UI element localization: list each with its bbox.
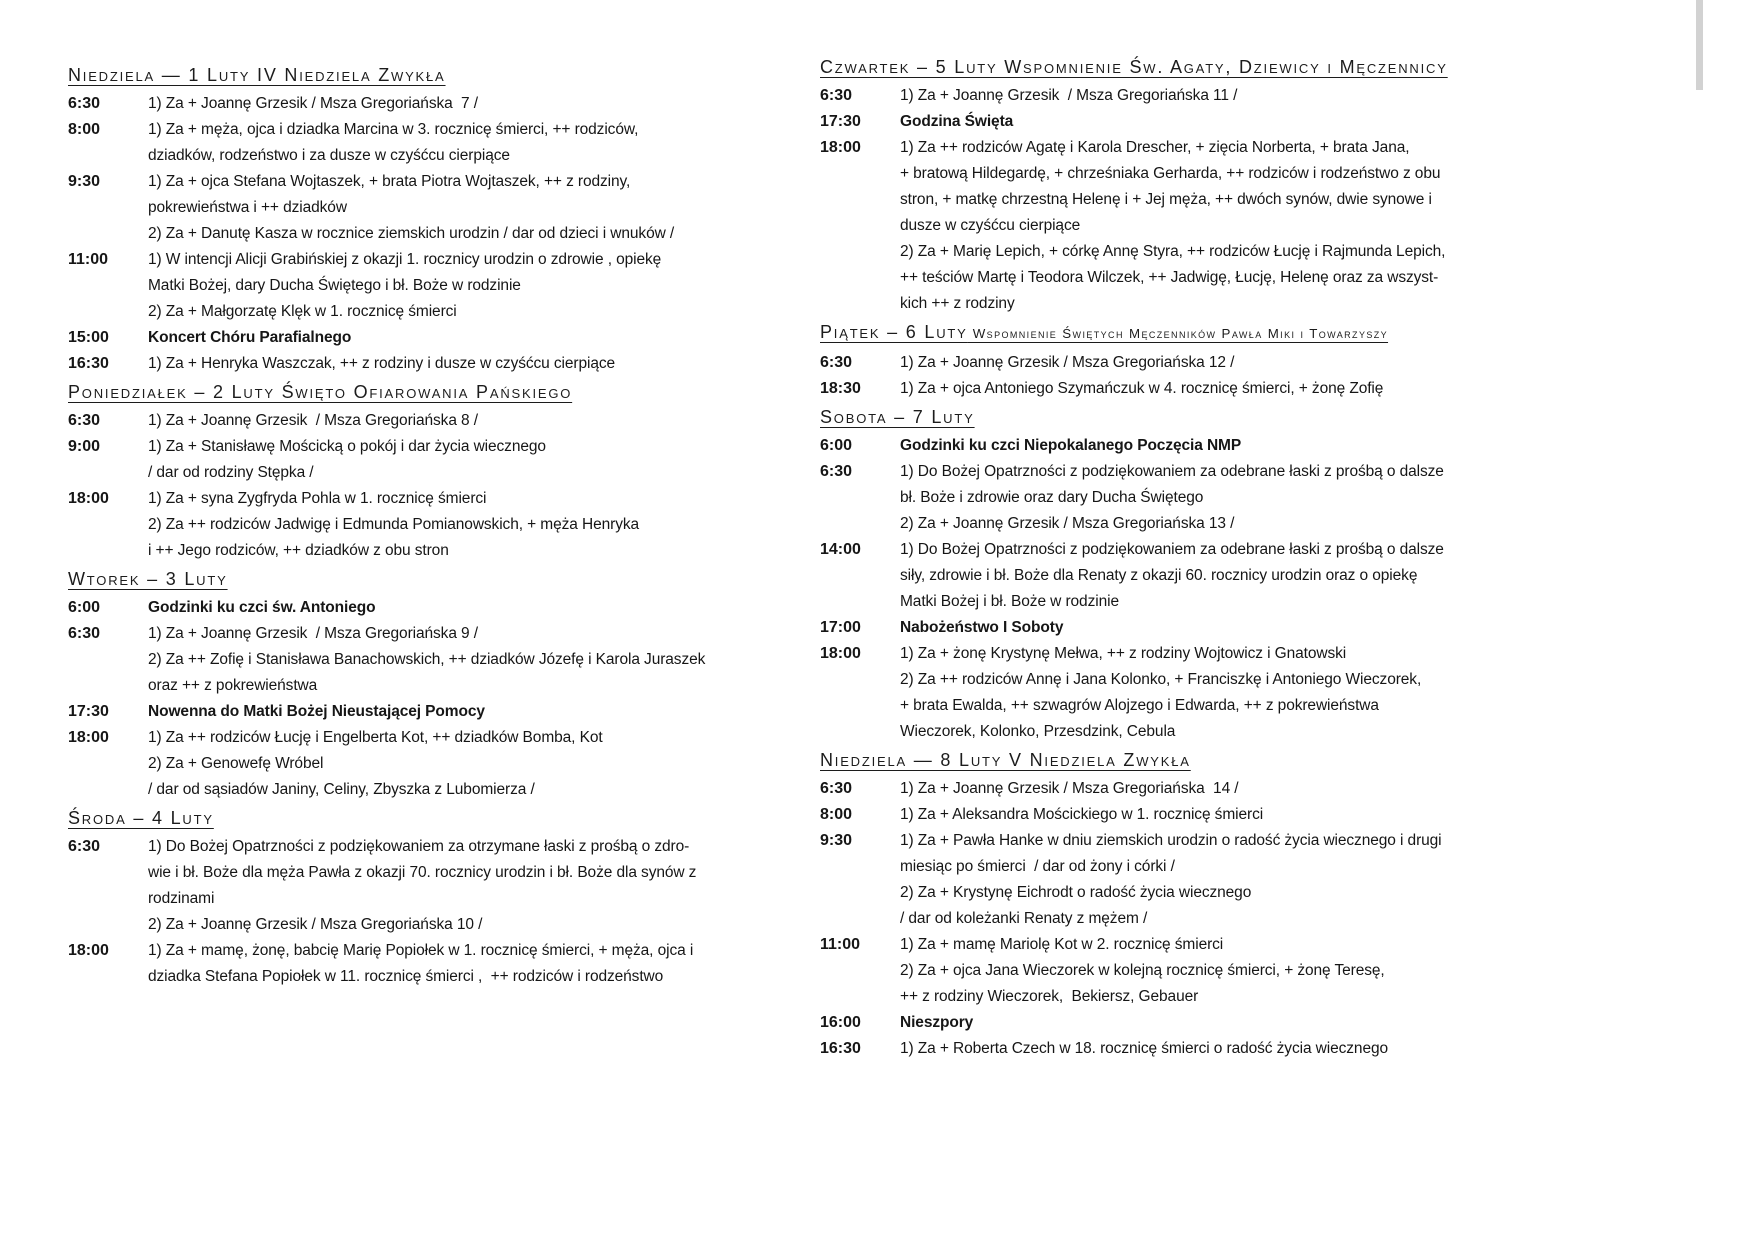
entry-event-title xyxy=(148,325,810,351)
entry-intentions xyxy=(148,408,810,434)
entry-intentions xyxy=(900,776,1550,802)
intention-line: Godzinki ku czci Niepokalanego Poczęcia NMP xyxy=(900,437,1242,454)
intention-line: 1) Za + męża, ojca i dziadka Marcina w 3. rocznicę śmierci, ++ rodziców, xyxy=(148,121,639,138)
scrollbar-thumb[interactable] xyxy=(1696,0,1703,90)
intention-line: ++ z rodziny Wieczorek, Bekiersz, Gebauer xyxy=(900,988,1199,1005)
entry-intentions xyxy=(900,1036,1550,1062)
intention-line: 1) Za + syna Zygfryda Pohla w 1. rocznicę śmierci xyxy=(148,490,487,507)
intention-line: 1) Za + ojca Antoniego Szymańczuk w 4. rocznicę śmierci, + żonę Zofię xyxy=(900,380,1384,397)
entry-time: 8:00 xyxy=(820,806,853,823)
entry-time: 6:00 xyxy=(68,599,101,616)
intention-line: 2) Za ++ Zofię i Stanisława Banachowskich, ++ dziadków Józefę i Karola Juraszek xyxy=(148,651,706,668)
entry-time: 6:30 xyxy=(820,87,853,104)
day-heading-main: Sobota – 7 Luty xyxy=(820,407,975,427)
intention-line: kich ++ z rodziny xyxy=(900,295,1015,312)
intention-line: 1) Za + Joannę Grzesik / Msza Gregoriańska 8 / xyxy=(148,412,478,429)
entry-time: 17:30 xyxy=(820,113,861,130)
intention-line: siły, zdrowie i bł. Boże dla Renaty z okazji 60. rocznicy urodzin oraz o opiekę xyxy=(900,567,1418,584)
entry-time: 6:30 xyxy=(68,95,101,112)
schedule-entry xyxy=(820,459,1550,537)
intention-line: 2) Za ++ rodziców Annę i Jana Kolonko, + Franciszkę i Antoniego Wieczorek, xyxy=(900,671,1422,688)
intention-line: 1) Za + Joannę Grzesik / Msza Gregoriańska 11 / xyxy=(900,87,1238,104)
intention-line: 1) Za ++ rodziców Agatę i Karola Drescher, + zięcia Norberta, + brata Jana, xyxy=(900,139,1410,156)
intention-line: bł. Boże i zdrowie oraz dary Ducha Świętego xyxy=(900,489,1204,506)
intention-line: / dar od sąsiadów Janiny, Celiny, Zbyszka z Lubomierza / xyxy=(148,781,535,798)
intention-line: Matki Bożej, dary Ducha Świętego i bł. Boże w rodzinie xyxy=(148,277,521,294)
entry-time: 15:00 xyxy=(68,329,109,346)
schedule-entry xyxy=(820,433,1550,459)
intention-line: 2) Za + Krystynę Eichrodt o radość życia wiecznego xyxy=(900,884,1252,901)
schedule-entry xyxy=(820,1036,1550,1062)
schedule-column-left xyxy=(68,60,810,990)
entry-intentions xyxy=(900,350,1550,376)
intention-line: stron, + matkę chrzestną Helenę i + Jej męża, ++ dwóch synów, dwie synowe i xyxy=(900,191,1432,208)
schedule-entry xyxy=(68,621,810,699)
intention-line: + bratową Hildegardę, + chrześniaka Gerharda, ++ rodziców i rodzeństwo z obu xyxy=(900,165,1441,182)
entry-time: 17:00 xyxy=(820,619,861,636)
intention-line: Nowenna do Matki Bożej Nieustającej Pomocy xyxy=(148,703,485,720)
schedule-entry xyxy=(820,802,1550,828)
schedule-entry xyxy=(820,376,1550,402)
entry-intentions xyxy=(148,247,810,325)
intention-line: 1) Za + Joannę Grzesik / Msza Gregoriańska 7 / xyxy=(148,95,478,112)
entry-intentions xyxy=(900,376,1550,402)
schedule-entry xyxy=(820,776,1550,802)
intention-line: pokrewieństwa i ++ dziadków xyxy=(148,199,347,216)
intention-line: 1) Za + Stanisławę Mościcką o pokój i dar życia wiecznego xyxy=(148,438,546,455)
entry-event-title xyxy=(900,433,1550,459)
entry-intentions xyxy=(148,434,810,486)
entry-intentions xyxy=(900,135,1550,317)
schedule-entry xyxy=(820,135,1550,317)
day-heading-main: Niedziela — 8 Luty V Niedziela Zwykła xyxy=(820,750,1191,770)
schedule-entry xyxy=(68,725,810,803)
schedule-entry xyxy=(820,537,1550,615)
entry-time: 6:30 xyxy=(820,780,853,797)
intention-line: Koncert Chóru Parafialnego xyxy=(148,329,352,346)
schedule-entry xyxy=(68,595,810,621)
intention-line: 2) Za + ojca Jana Wieczorek w kolejną rocznicę śmierci, + żonę Teresę, xyxy=(900,962,1385,979)
day-heading-niedziela-8-luty xyxy=(820,747,1550,773)
schedule-entry xyxy=(820,828,1550,932)
intention-line: 2) Za + Genowefę Wróbel xyxy=(148,755,324,772)
intention-line: 1) Do Bożej Opatrzności z podziękowaniem za odebrane łaski z prośbą o dalsze xyxy=(900,541,1444,558)
day-heading-sobota-7-luty xyxy=(820,404,1550,430)
entry-intentions xyxy=(900,537,1550,615)
intention-line: 2) Za + Marię Lepich, + córkę Annę Styra, ++ rodziców Łucję i Rajmunda Lepich, xyxy=(900,243,1446,260)
intention-line: / dar od rodziny Stępka / xyxy=(148,464,314,481)
day-heading-czwartek-5-luty xyxy=(820,54,1550,80)
schedule-entry xyxy=(820,350,1550,376)
entry-time: 18:30 xyxy=(820,380,861,397)
intention-line: dusze w czyśćcu cierpiące xyxy=(900,217,1081,234)
day-heading-subtitle: Wspomnienie Świętych Męczenników Pawła Miki i Towarzyszy xyxy=(967,326,1389,341)
entry-time: 9:30 xyxy=(820,832,853,849)
entry-time: 9:30 xyxy=(68,173,101,190)
day-heading-main: Niedziela — 1 Luty IV Niedziela Zwykła xyxy=(68,65,446,85)
intention-line: 1) Za + żonę Krystynę Mełwa, ++ z rodziny Wojtowicz i Gnatowski xyxy=(900,645,1347,662)
entry-intentions xyxy=(148,117,810,169)
entry-time: 6:30 xyxy=(68,625,101,642)
entry-event-title xyxy=(900,615,1550,641)
intention-line: Godzina Święta xyxy=(900,113,1014,130)
schedule-entry xyxy=(68,938,810,990)
intention-line: 1) Za + Joannę Grzesik / Msza Gregoriańska 12 / xyxy=(900,354,1235,371)
entry-intentions xyxy=(900,932,1550,1010)
day-heading-wtorek-3-luty xyxy=(68,566,810,592)
intention-line: 1) Za + Joannę Grzesik / Msza Gregoriańska 14 / xyxy=(900,780,1239,797)
intention-line: 2) Za ++ rodziców Jadwigę i Edmunda Pomianowskich, + męża Henryka xyxy=(148,516,640,533)
entry-time: 18:00 xyxy=(68,942,109,959)
entry-time: 14:00 xyxy=(820,541,861,558)
entry-intentions xyxy=(148,351,810,377)
intention-line: Nieszpory xyxy=(900,1014,974,1031)
entry-intentions xyxy=(148,725,810,803)
schedule-entry xyxy=(68,169,810,247)
entry-intentions xyxy=(900,459,1550,537)
intention-line: 1) Za ++ rodziców Łucję i Engelberta Kot, ++ dziadków Bomba, Kot xyxy=(148,729,603,746)
day-heading-main: Piątek – 6 Luty xyxy=(820,322,968,342)
intention-line: / dar od koleżanki Renaty z mężem / xyxy=(900,910,1148,927)
entry-time: 18:00 xyxy=(820,139,861,156)
schedule-entry xyxy=(820,932,1550,1010)
day-heading-niedziela-1-luty xyxy=(68,62,810,88)
schedule-entry xyxy=(68,247,810,325)
entry-time: 11:00 xyxy=(68,251,109,268)
entry-time: 6:30 xyxy=(820,354,853,371)
intention-line: Wieczorek, Kolonko, Przesdzink, Cebula xyxy=(900,723,1176,740)
intention-line: i ++ Jego rodziców, ++ dziadków z obu stron xyxy=(148,542,449,559)
schedule-entry xyxy=(820,109,1550,135)
schedule-entry xyxy=(820,641,1550,745)
entry-event-title xyxy=(900,1010,1550,1036)
entry-time: 11:00 xyxy=(820,936,861,953)
entry-time: 6:30 xyxy=(820,463,853,480)
schedule-entry xyxy=(68,91,810,117)
entry-time: 6:30 xyxy=(68,412,101,429)
entry-intentions xyxy=(148,938,810,990)
intention-line: + brata Ewalda, ++ szwagrów Alojzego i Edwarda, ++ z pokrewieństwa xyxy=(900,697,1379,714)
intention-line: 1) Za + ojca Stefana Wojtaszek, + brata Piotra Wojtaszek, ++ z rodziny, xyxy=(148,173,631,190)
entry-intentions xyxy=(148,486,810,564)
entry-time: 6:00 xyxy=(820,437,853,454)
schedule-entry xyxy=(68,486,810,564)
day-heading-sroda-4-luty xyxy=(68,805,810,831)
intention-line: Godzinki ku czci św. Antoniego xyxy=(148,599,376,616)
entry-time: 17:30 xyxy=(68,703,109,720)
schedule-entry xyxy=(68,434,810,486)
entry-intentions xyxy=(900,641,1550,745)
day-heading-main: Poniedziałek – 2 Luty Święto Ofiarowania Pańskiego xyxy=(68,382,573,402)
intention-line: 1) Za + mamę Mariolę Kot w 2. rocznicę śmierci xyxy=(900,936,1224,953)
entry-intentions xyxy=(148,91,810,117)
schedule-column-right xyxy=(820,52,1550,1062)
schedule-entry xyxy=(820,1010,1550,1036)
day-heading-main: Czwartek – 5 Luty Wspomnienie Św. Agaty, Dziewicy i Męczennicy xyxy=(820,57,1448,77)
entry-time: 9:00 xyxy=(68,438,101,455)
intention-line: 1) Do Bożej Opatrzności z podziękowaniem za odebrane łaski z prośbą o dalsze xyxy=(900,463,1444,480)
schedule-entry xyxy=(68,117,810,169)
intention-line: dziadka Stefana Popiołek w 11. rocznicę śmierci , ++ rodziców i rodzeństwo xyxy=(148,968,664,985)
intention-line: ++ teściów Martę i Teodora Wilczek, ++ Jadwigę, Łucję, Helenę oraz za wszyst- xyxy=(900,269,1439,286)
intention-line: 1) Za + Henryka Waszczak, ++ z rodziny i dusze w czyśćcu cierpiące xyxy=(148,355,616,372)
intention-line: miesiąc po śmierci / dar od żony i córki / xyxy=(900,858,1175,875)
intention-line: 2) Za + Joannę Grzesik / Msza Gregoriańska 13 / xyxy=(900,515,1235,532)
schedule-entry xyxy=(820,615,1550,641)
entry-intentions xyxy=(900,83,1550,109)
entry-time: 16:30 xyxy=(68,355,109,372)
schedule-entry xyxy=(68,325,810,351)
entry-time: 16:00 xyxy=(820,1014,861,1031)
intention-line: 1) Za + Joannę Grzesik / Msza Gregoriańska 9 / xyxy=(148,625,478,642)
intention-line: 1) Do Bożej Opatrzności z podziękowaniem za otrzymane łaski z prośbą o zdro- xyxy=(148,838,690,855)
entry-time: 16:30 xyxy=(820,1040,861,1057)
schedule-entry xyxy=(68,834,810,938)
entry-event-title xyxy=(148,595,810,621)
schedule-entry xyxy=(68,408,810,434)
schedule-entry xyxy=(68,351,810,377)
intention-line: wie i bł. Boże dla męża Pawła z okazji 70. rocznicy urodzin i bł. Boże dla synów z xyxy=(148,864,697,881)
intention-line: 1) Za + Aleksandra Mościckiego w 1. rocznicę śmierci xyxy=(900,806,1264,823)
intention-line: Matki Bożej i bł. Boże w rodzinie xyxy=(900,593,1119,610)
intention-line: oraz ++ z pokrewieństwa xyxy=(148,677,318,694)
intention-line: 1) Za + mamę, żonę, babcię Marię Popiołek w 1. rocznicę śmierci, + męża, ojca i xyxy=(148,942,694,959)
schedule-entry xyxy=(820,83,1550,109)
intention-line: dziadków, rodzeństwo i za dusze w czyśćcu cierpiące xyxy=(148,147,510,164)
entry-intentions xyxy=(148,621,810,699)
entry-time: 6:30 xyxy=(68,838,101,855)
intention-line: rodzinami xyxy=(148,890,215,907)
entry-intentions xyxy=(148,834,810,938)
intention-line: 2) Za + Danutę Kasza w rocznice ziemskich urodzin / dar od dzieci i wnuków / xyxy=(148,225,675,242)
entry-time: 18:00 xyxy=(820,645,861,662)
day-heading-main: Środa – 4 Luty xyxy=(68,808,214,828)
entry-event-title xyxy=(148,699,810,725)
entry-intentions xyxy=(900,828,1550,932)
entry-intentions xyxy=(148,169,810,247)
intention-line: 1) Za + Roberta Czech w 18. rocznicę śmierci o radość życia wiecznego xyxy=(900,1040,1389,1057)
entry-time: 18:00 xyxy=(68,729,109,746)
intention-line: 1) Za + Pawła Hanke w dniu ziemskich urodzin o radość życia wiecznego i drugi xyxy=(900,832,1442,849)
intention-line: 2) Za + Joannę Grzesik / Msza Gregoriańska 10 / xyxy=(148,916,483,933)
day-heading-main: Wtorek – 3 Luty xyxy=(68,569,228,589)
entry-event-title xyxy=(900,109,1550,135)
entry-intentions xyxy=(900,802,1550,828)
intention-line: 1) W intencji Alicji Grabińskiej z okazji 1. rocznicy urodzin o zdrowie , opiekę xyxy=(148,251,662,268)
schedule-entry xyxy=(68,699,810,725)
day-heading-piatek-6-luty xyxy=(820,319,1550,347)
intention-line: Nabożeństwo I Soboty xyxy=(900,619,1064,636)
day-heading-poniedzialek-2-luty xyxy=(68,379,810,405)
intention-line: 2) Za + Małgorzatę Klęk w 1. rocznicę śmierci xyxy=(148,303,457,320)
entry-time: 18:00 xyxy=(68,490,109,507)
entry-time: 8:00 xyxy=(68,121,101,138)
